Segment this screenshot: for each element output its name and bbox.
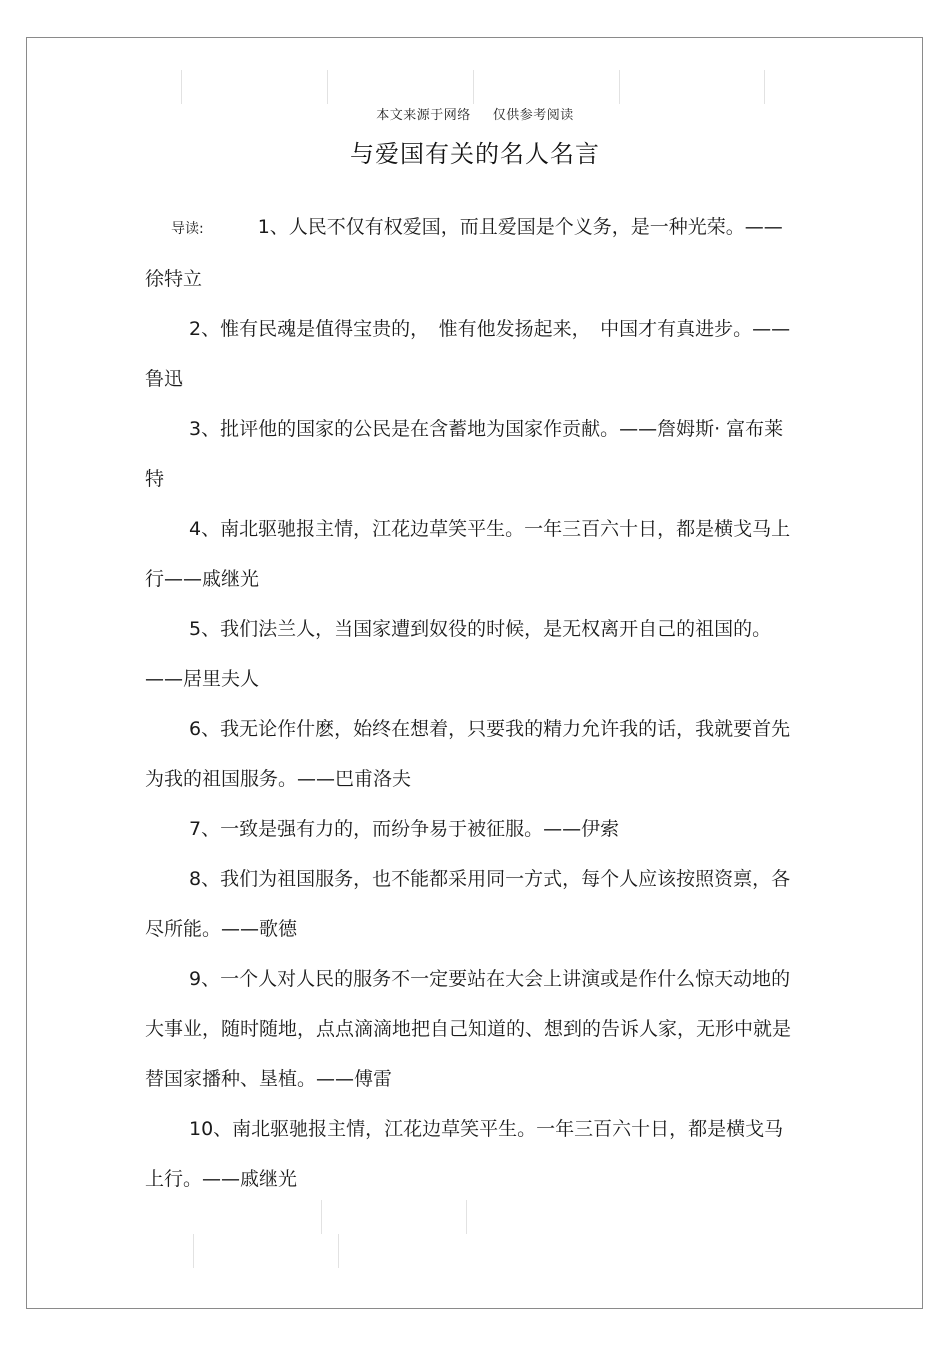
intro-label: 导读: (171, 221, 204, 237)
quote-paragraph: 8、我们为祖国服务，也不能都采用同一方式，每个人应该按照资禀，各尽所能。——歌德 (145, 868, 791, 940)
scan-line (338, 1234, 339, 1268)
scan-line (321, 1200, 322, 1234)
quote-paragraph (145, 202, 795, 304)
scan-line (619, 70, 620, 104)
quote-paragraph: 9、一个人对人民的服务不一定要站在大会上讲演或是作什么惊天动地的大事业，随时随地，点点滴滴地把自己知道的、想到的告诉人家，无形中就是替国家播种、垦植。——傅雷 (145, 968, 792, 1090)
document-body (145, 202, 795, 1204)
scan-line (327, 70, 328, 104)
quote-paragraph: 2、惟有民魂是值得宝贵的， 惟有他发扬起来， 中国才有真进步。——鲁迅 (145, 318, 791, 390)
quote-paragraph: 6、我无论作什麽，始终在想着，只要我的精力允许我的话，我就要首先为我的祖国服务。——巴甫洛夫 (145, 718, 791, 790)
document-title: 与爱国有关的名人名言 (350, 140, 600, 168)
quote-paragraph: 7、一致是强有力的，而纷争易于被征服。——伊索 (189, 818, 620, 840)
quote-paragraph: 3、批评他的国家的公民是在含蓄地为国家作贡献。——詹姆斯· 富布莱特 (145, 418, 784, 490)
quote-paragraph: 10、南北驱驰报主情，江花边草笑平生。一年三百六十日，都是横戈马上行。——戚继光 (145, 1118, 784, 1190)
quote-text: 1、人民不仅有权爱国，而且爱国是个义务，是一种光荣。——徐特立 (145, 216, 783, 290)
scan-line (193, 1234, 194, 1268)
quote-paragraph: 4、南北驱驰报主情，江花边草笑平生。一年三百六十日，都是横戈马上行——戚继光 (145, 518, 791, 590)
scan-line (466, 1200, 467, 1234)
quote-paragraph: 5、我们法兰人，当国家遭到奴役的时候，是无权离开自己的祖国的。——居里夫人 (145, 618, 772, 690)
scan-line (764, 70, 765, 104)
scan-line (473, 70, 474, 104)
header-note (0, 104, 950, 123)
header-note-reference: 仅供参考阅读 (492, 108, 574, 123)
scan-line (181, 70, 182, 104)
header-note-source: 本文来源于网络 (376, 108, 471, 123)
